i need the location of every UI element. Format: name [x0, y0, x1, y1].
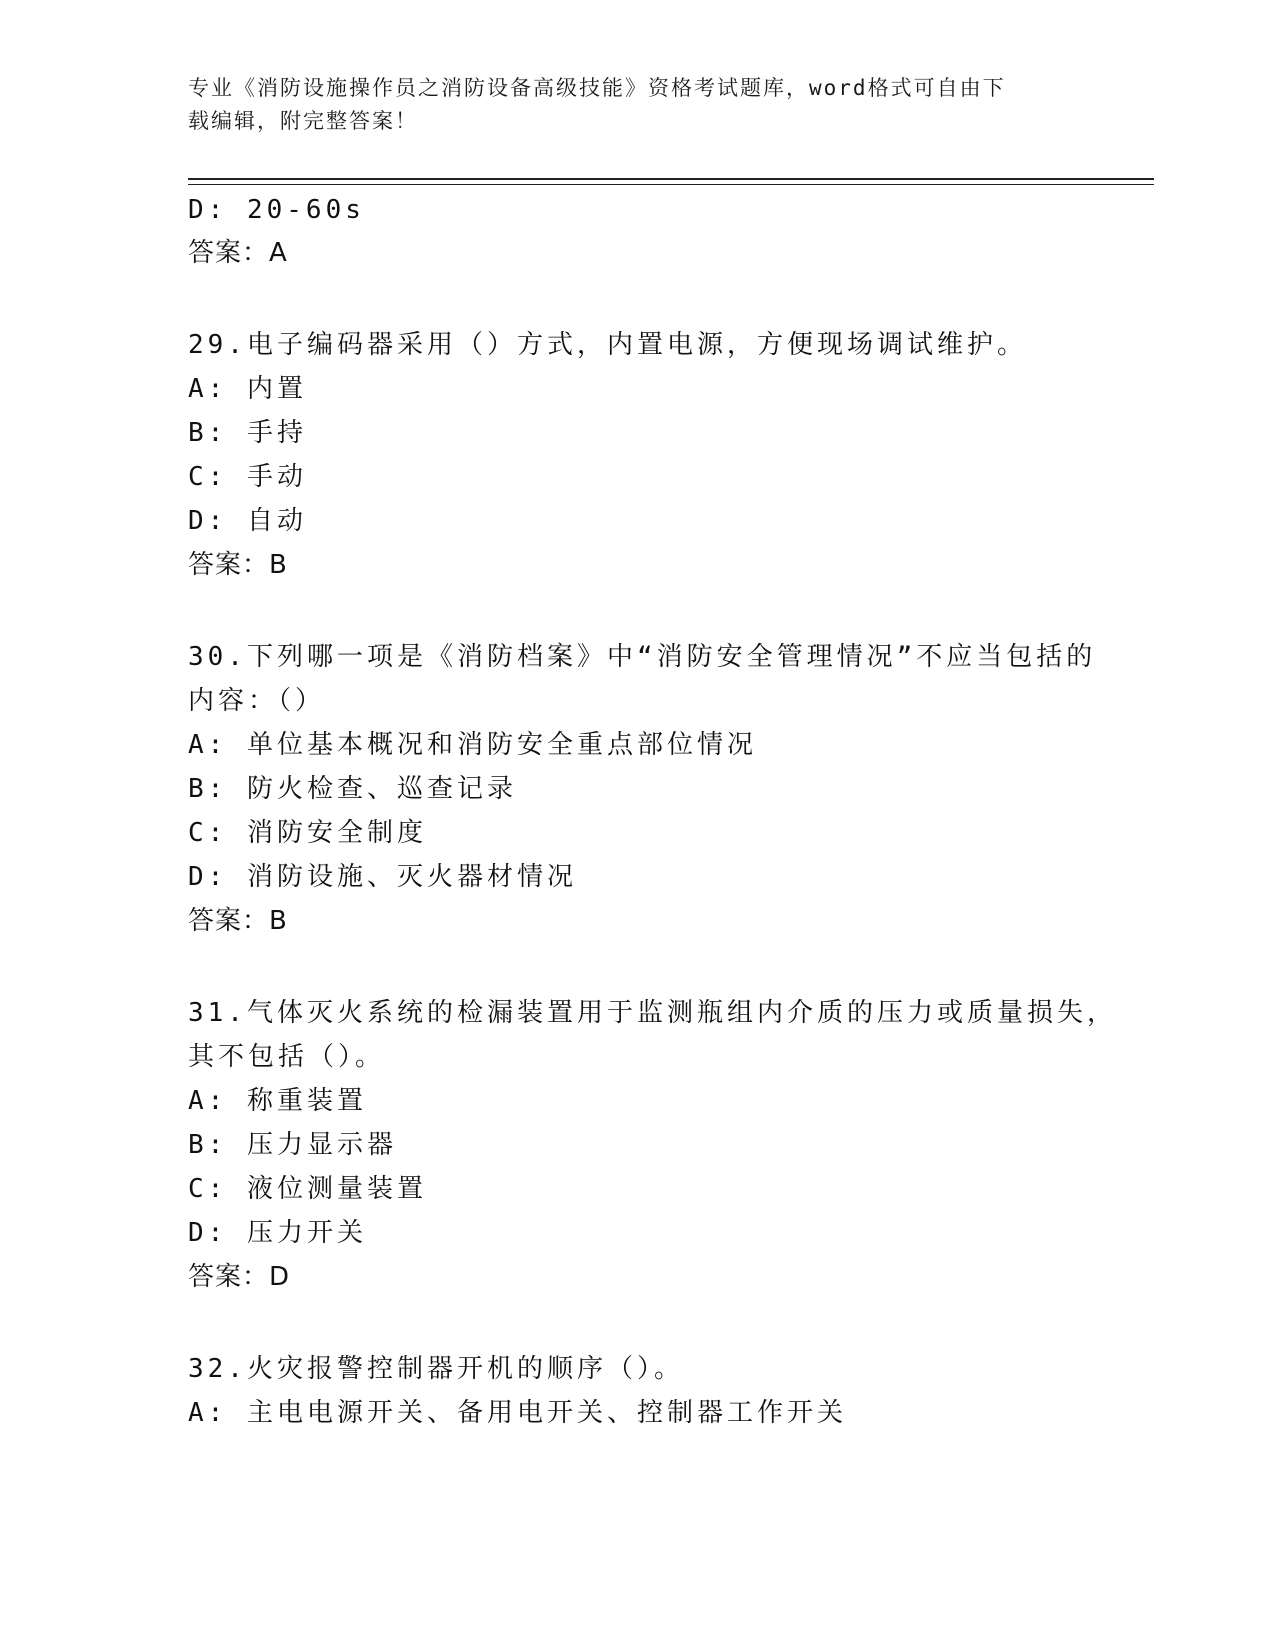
question-30-answer: 答案：B [188, 906, 288, 936]
question-30-option-b: B: 防火检查、巡查记录 [188, 774, 517, 804]
header-divider-thick [188, 178, 1154, 180]
question-31-answer: 答案：D [188, 1262, 291, 1292]
question-30-option-a: A: 单位基本概况和消防安全重点部位情况 [188, 730, 757, 760]
question-30-option-d: D: 消防设施、灭火器材情况 [188, 862, 577, 892]
option-d: D: 20-60s [188, 195, 365, 225]
question-29-answer: 答案：B [188, 550, 288, 580]
question-31-option-a: A: 称重装置 [188, 1086, 367, 1116]
question-31-option-b: B: 压力显示器 [188, 1130, 397, 1160]
answer-line: 答案：A [188, 238, 288, 268]
question-31-stem-line-1: 31.气体灭火系统的检漏装置用于监测瓶组内介质的压力或质量损失， [188, 998, 1117, 1028]
question-29-option-c: C: 手动 [188, 462, 307, 492]
question-32-stem: 32.火灾报警控制器开机的顺序（）。 [188, 1354, 684, 1384]
question-30-option-c: C: 消防安全制度 [188, 818, 427, 848]
question-32-option-a: A: 主电电源开关、备用电开关、控制器工作开关 [188, 1398, 847, 1428]
question-30-stem-line-1: 30.下列哪一项是《消防档案》中“消防安全管理情况”不应当包括的 [188, 642, 1097, 672]
question-29-stem: 29.电子编码器采用（）方式，内置电源，方便现场调试维护。 [188, 330, 1027, 360]
question-30-stem-line-2: 内容：（） [188, 686, 326, 716]
header-line-1: 专业《消防设施操作员之消防设备高级技能》资格考试题库，word格式可自由下 [188, 76, 1006, 100]
question-29-option-b: B: 手持 [188, 418, 307, 448]
question-29-option-d: D: 自动 [188, 506, 307, 536]
question-31-option-c: C: 液位测量装置 [188, 1174, 427, 1204]
document-header [188, 72, 1068, 138]
question-31-option-d: D: 压力开关 [188, 1218, 367, 1248]
header-divider-thin [188, 184, 1154, 185]
question-29-option-a: A: 内置 [188, 374, 307, 404]
question-31-stem-line-2: 其不包括（）。 [188, 1042, 386, 1072]
header-line-2: 载编辑，附完整答案！ [188, 109, 418, 133]
